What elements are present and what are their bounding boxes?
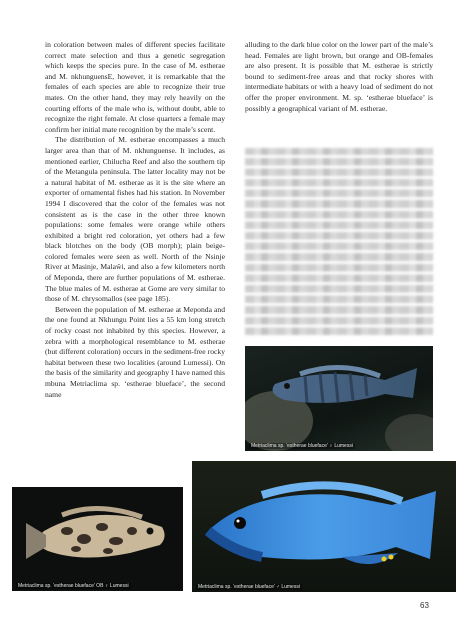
right-column	[245, 40, 433, 114]
paragraph: The distribution of M. estherae encompasses a much larger area than that of M. nkhunguense. It includes, as mentioned earlier, Chilucha Reef and also the southern tip of the Metangula peninsula. The latter locality may not be a natural habitat of M. estherae as it is the site where an exporter of ornamental fishes had his station. In November 1994 I discovered that the color of the females was not consistent as is the case in the other three known populations: some females were orange while others exhibited a bright red coloration, yet others had a few black blotches on the body (OB morph); plain beige-colored females were seen as well. North of the Nsinje River at Masinje, Malaŵi, and also a few kilometers north of Meponda, there are further populations of M. estherae. The blue males of M. estherae at Gome are very similar to those of M. chrysomallos (see page 185).	[45, 135, 225, 304]
paragraph: in coloration between males of different species facilitate correct mate selection and thus a genetic segregation which keeps the species pure. In the case of M. estherae and M. nkhunguensE, however, it is remarkable that the females of each species are able to recognize their true mates. On the other hand, they may rely heavily on the courting efforts of the male who is, without doubt, able to recognize the right female. At close quarters a female may confirm her initial mate recognition by the male’s scent.	[45, 40, 225, 134]
fish-illustration	[12, 487, 183, 591]
blurred-text-block	[245, 148, 433, 338]
photo-caption: Metriaclima sp. ‘estherae blueface’ ♀ Lumessi	[251, 443, 353, 449]
paragraph: alluding to the dark blue color on the lower part of the male’s head. Females are light brown, but orange and OB-females are also present. It is possible that M. estherae is strictly bound to sediment-free areas and that rocky shores with intermediate habitats or with a heavy load of sediment do not offer the proper environment. M. sp. ‘estherae blueface’ is possibly a geographical variant of M. estherae.	[245, 40, 433, 113]
photo-caption: Metriaclima sp. ‘estherae blueface’ OB ♀ Lumessi	[18, 583, 129, 589]
photo-ob-female-lumessi	[12, 487, 183, 591]
left-column	[45, 40, 225, 400]
fish-illustration	[245, 346, 433, 451]
page-number: 63	[420, 601, 429, 610]
photo-caption: Metriaclima sp. ‘estherae blueface’ ♂ Lumessi	[198, 584, 300, 590]
photo-male-lumessi	[192, 461, 456, 592]
paragraph: Between the population of M. estherae at Meponda and the one found at Nkhungu Point lies a 55 km long stretch of rocky coast not inhabited by this species. However, a zebra with a morphological resemblance to M. estherae (but different coloration) occurs in the sediment-free rocky habitat between these two localities (around Lumessi). On the basis of the similarity and geography I have named this mbuna Metriaclima sp. ‘estherae blueface’, the second name	[45, 304, 225, 399]
photo-female-lumessi	[245, 346, 433, 451]
fish-illustration	[192, 461, 456, 592]
